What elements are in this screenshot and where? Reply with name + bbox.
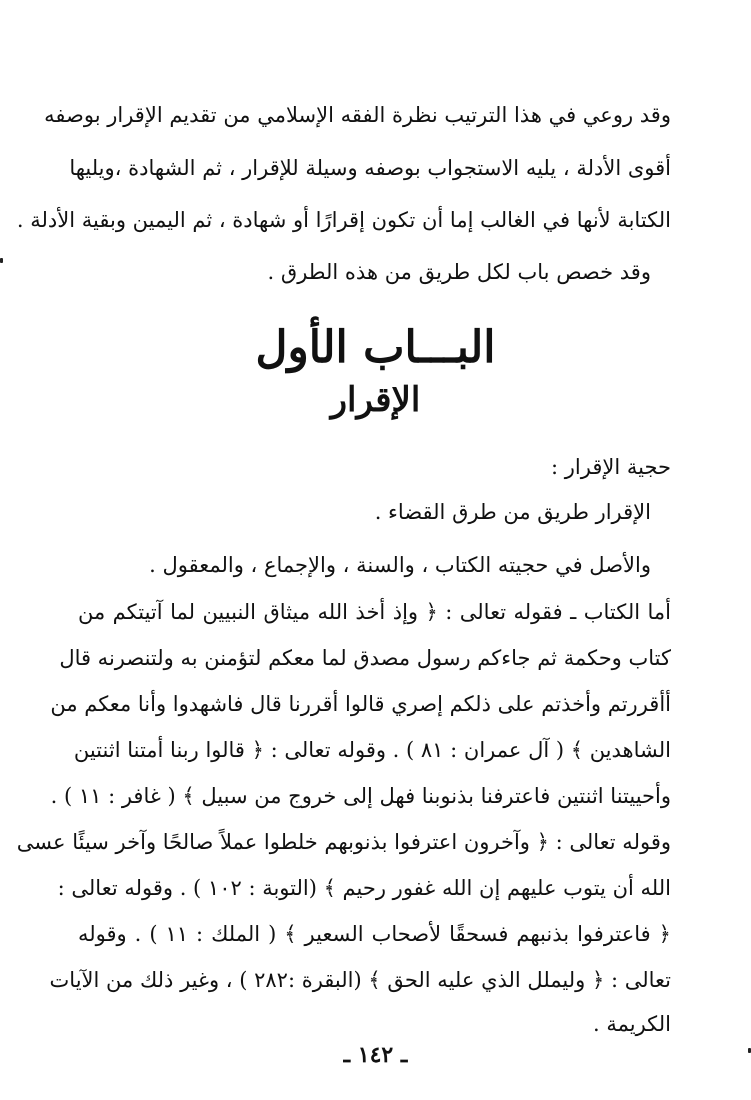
evidence-line-5: وأحييتنا اثنتين فاعترفنا بذنوبنا فهل إلى خروج من سبيل ﴾ ( غافر : ١١ ) .: [50, 784, 671, 808]
scan-speck: [0, 258, 3, 263]
evidence-line-8: ﴿ فاعترفوا بذنبهم فسحقًا لأصحاب السعير ﴾ ( الملك : ١١ ) . وقوله: [78, 922, 671, 946]
intro-line-3: الكتابة لأنها في الغالب إما أن تكون إقرارًا أو شهادة ، ثم اليمين وبقية الأدلة .: [16, 208, 671, 232]
page-number: ـ ١٤٢ ـ: [343, 1042, 408, 1068]
evidence-line-1: أما الكتاب ـ فقوله تعالى : ﴿ وإذ أخذ الله ميثاق النبيين لما آتيتكم من: [78, 600, 671, 624]
intro-line-4: وقد خصص باب لكل طريق من هذه الطرق .: [267, 260, 651, 284]
section-basis: والأصل في حجيته الكتاب ، والسنة ، والإجماع ، والمعقول .: [149, 553, 651, 577]
evidence-line-9: تعالى : ﴿ وليملل الذي عليه الحق ﴾ (البقرة :٢٨٢ ) ، وغير ذلك من الآيات: [49, 968, 671, 992]
evidence-line-2: كتاب وحكمة ثم جاءكم رسول مصدق لما معكم لتؤمنن به ولتنصرنه قال: [59, 646, 671, 670]
chapter-title: البـــاب الأول: [255, 322, 496, 373]
section-definition: الإقرار طريق من طرق القضاء .: [374, 500, 651, 524]
intro-line-2: أقوى الأدلة ، يليه الاستجواب بوصفه وسيلة للإقرار ، ثم الشهادة ،ويليها: [69, 156, 671, 180]
section-heading: حجية الإقرار :: [551, 455, 671, 479]
evidence-line-10: الكريمة .: [592, 1012, 671, 1036]
chapter-subtitle: الإقرار: [330, 380, 421, 420]
evidence-line-6: وقوله تعالى : ﴿ وآخرون اعترفوا بذنوبهم خلطوا عملاً صالحًا وآخر سيئًا عسى: [16, 830, 671, 854]
evidence-line-7: الله أن يتوب عليهم إن الله غفور رحيم ﴾ (التوبة : ١٠٢ ) . وقوله تعالى :: [57, 876, 671, 900]
evidence-line-4: الشاهدين ﴾ ( آل عمران : ٨١ ) . وقوله تعالى : ﴿ قالوا ربنا أمتنا اثنتين: [73, 738, 671, 762]
evidence-line-3: أأقررتم وأخذتم على ذلكم إصري قالوا أقررنا قال فاشهدوا وأنا معكم من: [50, 692, 671, 716]
intro-line-1: وقد روعي في هذا الترتيب نظرة الفقه الإسلامي من تقديم الإقرار بوصفه: [44, 103, 671, 127]
